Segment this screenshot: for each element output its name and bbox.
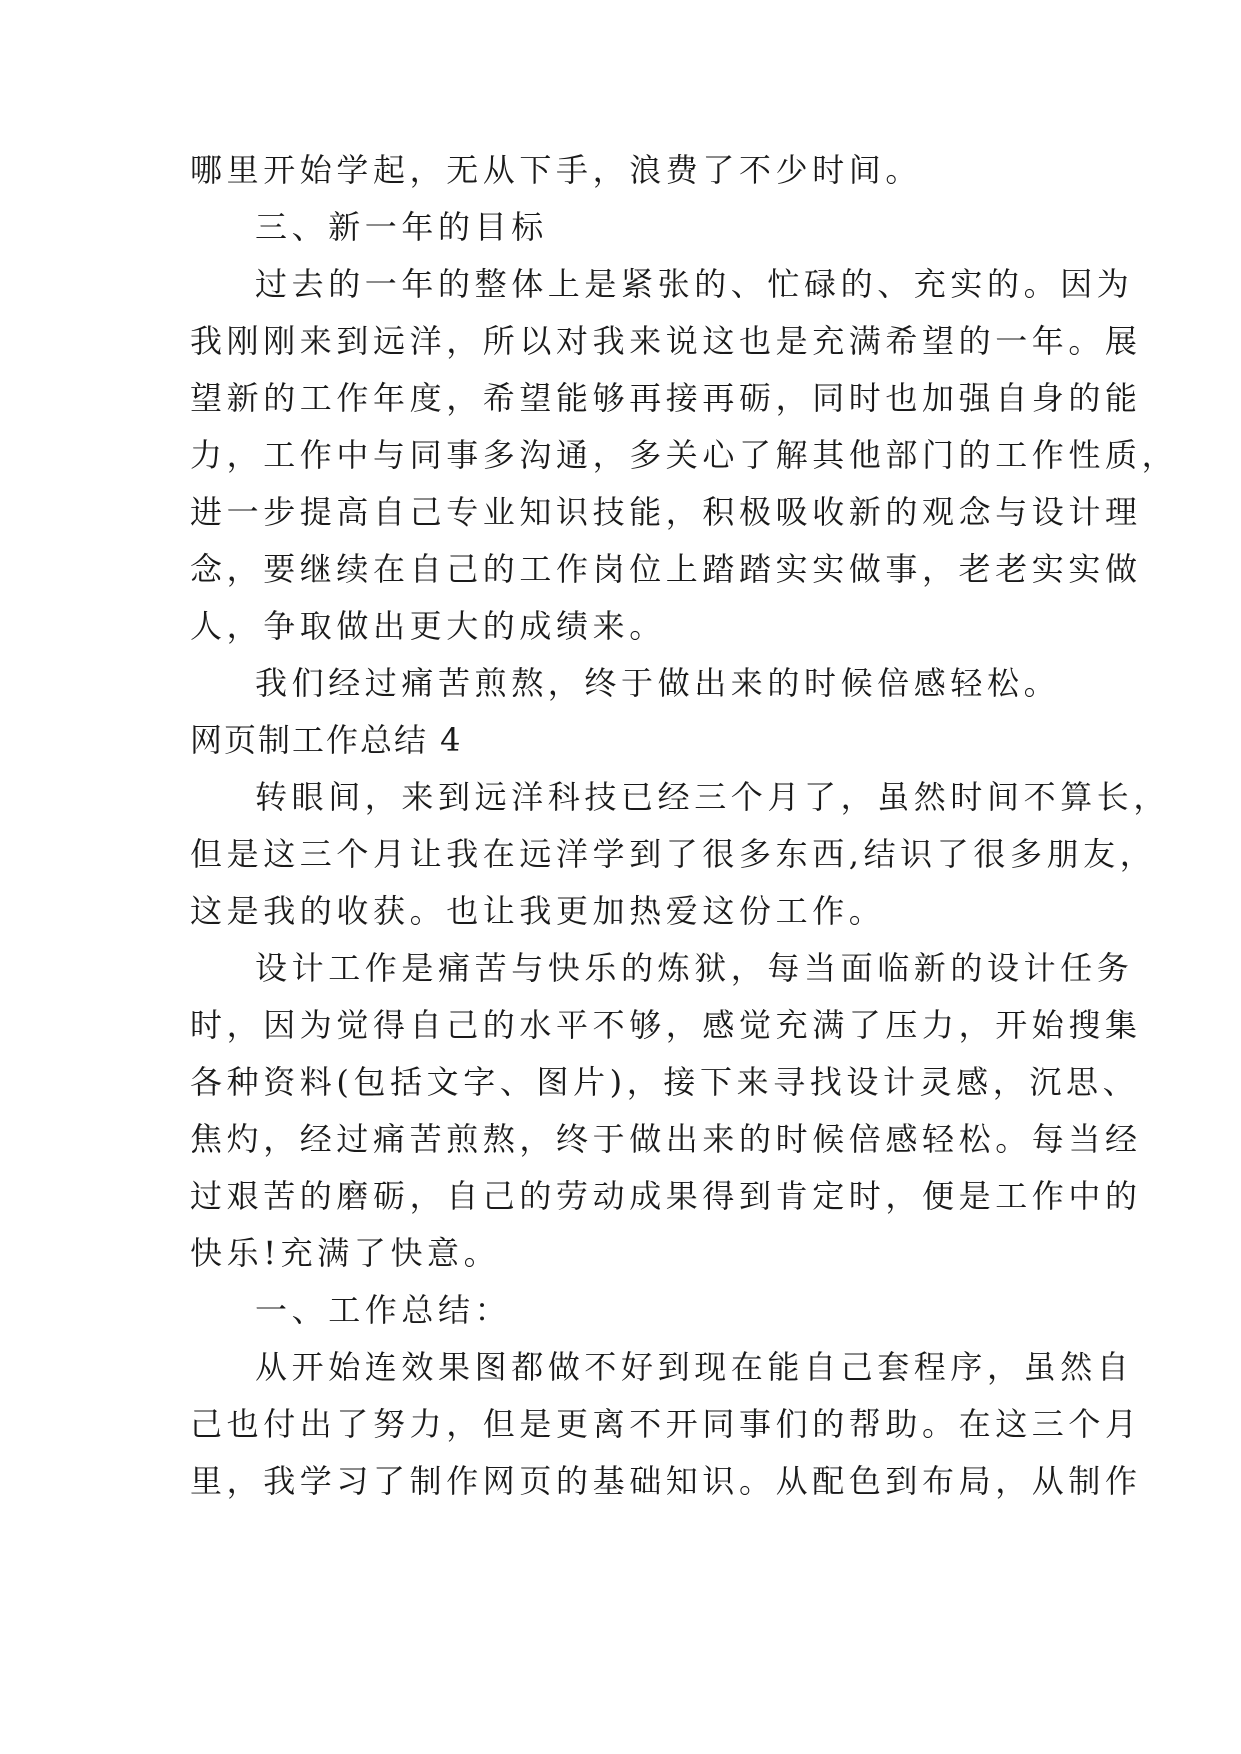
text-line: 进一步提高自己专业知识技能，积极吸收新的观念与设计理 bbox=[190, 493, 1142, 531]
text-line: 设计工作是痛苦与快乐的炼狱，每当面临新的设计任务 bbox=[255, 949, 1134, 987]
text-line: 从开始连效果图都做不好到现在能自己套程序，虽然自 bbox=[255, 1348, 1134, 1386]
text-line: 各种资料(包括文字、图片)，接下来寻找设计灵感，沉思、 bbox=[190, 1063, 1140, 1101]
text-line: 我刚刚来到远洋，所以对我来说这也是充满希望的一年。展 bbox=[190, 322, 1142, 360]
text-line: 己也付出了努力，但是更离不开同事们的帮助。在这三个月 bbox=[190, 1405, 1142, 1443]
text-line: 这是我的收获。也让我更加热爱这份工作。 bbox=[190, 892, 886, 930]
text-line: 念，要继续在自己的工作岗位上踏踏实实做事，老老实实做 bbox=[190, 550, 1142, 588]
section-heading: 三、新一年的目标 bbox=[255, 208, 548, 246]
text-line: 力，工作中与同事多沟通，多关心了解其他部门的工作性质， bbox=[190, 436, 1179, 474]
text-line: 哪里开始学起，无从下手，浪费了不少时间。 bbox=[190, 151, 923, 189]
text-line: 过艰苦的磨砺，自己的劳动成果得到肯定时，便是工作中的 bbox=[190, 1177, 1142, 1215]
text-line: 焦灼，经过痛苦煎熬，终于做出来的时候倍感轻松。每当经 bbox=[190, 1120, 1142, 1158]
text-line: 转眼间，来到远洋科技已经三个月了，虽然时间不算长， bbox=[255, 778, 1171, 816]
text-line: 快乐!充满了快意。 bbox=[190, 1234, 501, 1272]
text-line: 过去的一年的整体上是紧张的、忙碌的、充实的。因为 bbox=[255, 265, 1134, 303]
article-title: 网页制工作总结 4 bbox=[190, 721, 463, 759]
text-line: 但是这三个月让我在远洋学到了很多东西,结识了很多朋友， bbox=[190, 835, 1157, 873]
text-line: 时，因为觉得自己的水平不够，感觉充满了压力，开始搜集 bbox=[190, 1006, 1142, 1044]
text-line: 望新的工作年度，希望能够再接再砺，同时也加强自身的能 bbox=[190, 379, 1142, 417]
text-line: 人，争取做出更大的成绩来。 bbox=[190, 607, 666, 645]
text-line: 我们经过痛苦煎熬，终于做出来的时候倍感轻松。 bbox=[255, 664, 1061, 702]
text-line: 里，我学习了制作网页的基础知识。从配色到布局，从制作 bbox=[190, 1462, 1142, 1500]
section-heading: 一、工作总结： bbox=[255, 1291, 512, 1329]
